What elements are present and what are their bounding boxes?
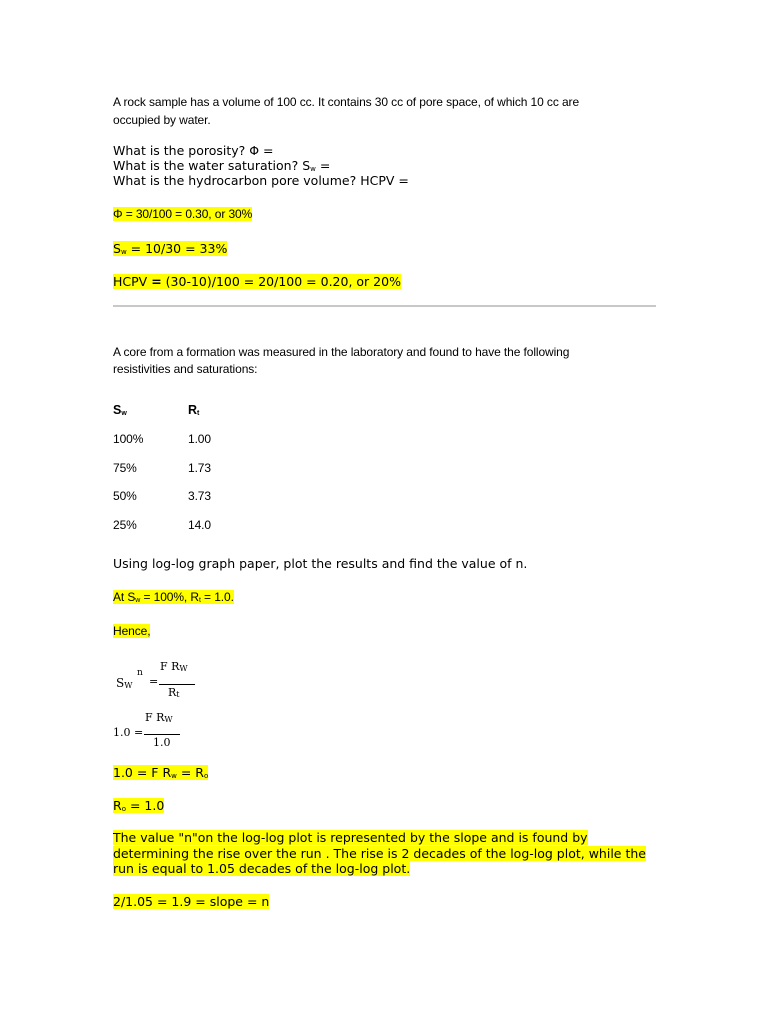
hence-line: Hence, (113, 624, 151, 638)
explanation-line: determining the rise over the run . The rise is 2 decades of the log-log plot, while the (113, 845, 646, 861)
table-cell: 1.00 (188, 432, 211, 446)
eq2-equals: = (134, 726, 144, 739)
eq2-lhs: 1.0 (113, 726, 131, 739)
question-hcpv: What is the hydrocarbon pore volume? HCPV = (113, 173, 409, 188)
answer-hcpv: HCPV = (30-10)/100 = 20/100 = 0.20, or 20% (113, 274, 401, 289)
question-porosity: What is the porosity? Φ = (113, 143, 274, 158)
section-divider (113, 305, 656, 307)
table-cell: 14.0 (188, 518, 211, 532)
eq2-numerator: F $R_W$ (145, 711, 173, 724)
explanation-line: The value "n"on the log-log plot is represented by the slope and is found by (113, 830, 588, 845)
answer-water-saturation: $S_w = 10/30 = 33\%$ (113, 241, 228, 256)
eq1-numerator: F $R_W$ (160, 660, 188, 673)
eq1-denominator: $R_t$ (168, 686, 180, 699)
answer-porosity: Φ = 30/100 = 0.30, or 30% (113, 207, 253, 221)
questions-block (113, 143, 409, 188)
line-formation-factor: 1.0 = F $R_w = R_o$ (113, 765, 209, 780)
table-cell: 75% (113, 461, 137, 475)
problem1-line1: A rock sample has a volume of 100 cc. It contains 30 cc of pore space, of which 10 cc are (113, 95, 580, 109)
explanation-paragraph (113, 830, 646, 877)
problem1-paragraph (113, 93, 579, 129)
eq1-exponent: n (137, 668, 143, 678)
eq1-equals: = (149, 675, 159, 688)
final-answer: 2/1.05 = 1.9 = slope = n (113, 894, 270, 909)
table-header-rt: $R_t$ (188, 403, 200, 417)
problem2-line1: A core from a formation was measured in the laboratory and found to have the following (113, 345, 570, 359)
table-cell: 25% (113, 518, 137, 532)
eq1-fraction-bar (159, 684, 195, 685)
table-cell: 3.73 (188, 489, 211, 503)
question-water-saturation: What is the water saturation? $S_w$ = (113, 158, 331, 173)
table-header-sw: $S_w$ (113, 403, 127, 417)
at-condition-line: At $S_w = 100\%$, $R_t = 1.0$. (113, 590, 234, 604)
eq2-denominator: 1.0 (153, 736, 171, 749)
problem2-paragraph (113, 344, 569, 378)
table-cell: 50% (113, 489, 137, 503)
problem2-line2: resistivities and saturations: (113, 362, 258, 376)
eq1-lhs: $S_W$ (116, 676, 133, 690)
line-ro: $R_o = 1.0$ (113, 798, 165, 813)
table-cell: 1.73 (188, 461, 211, 475)
instruction-text: Using log-log graph paper, plot the results and find the value of n. (113, 556, 528, 571)
table-cell: 100% (113, 432, 144, 446)
explanation-line: run is equal to 1.05 decades of the log-log plot. (113, 861, 411, 876)
problem1-line2: occupied by water. (113, 113, 211, 127)
eq2-fraction-bar (144, 734, 180, 735)
